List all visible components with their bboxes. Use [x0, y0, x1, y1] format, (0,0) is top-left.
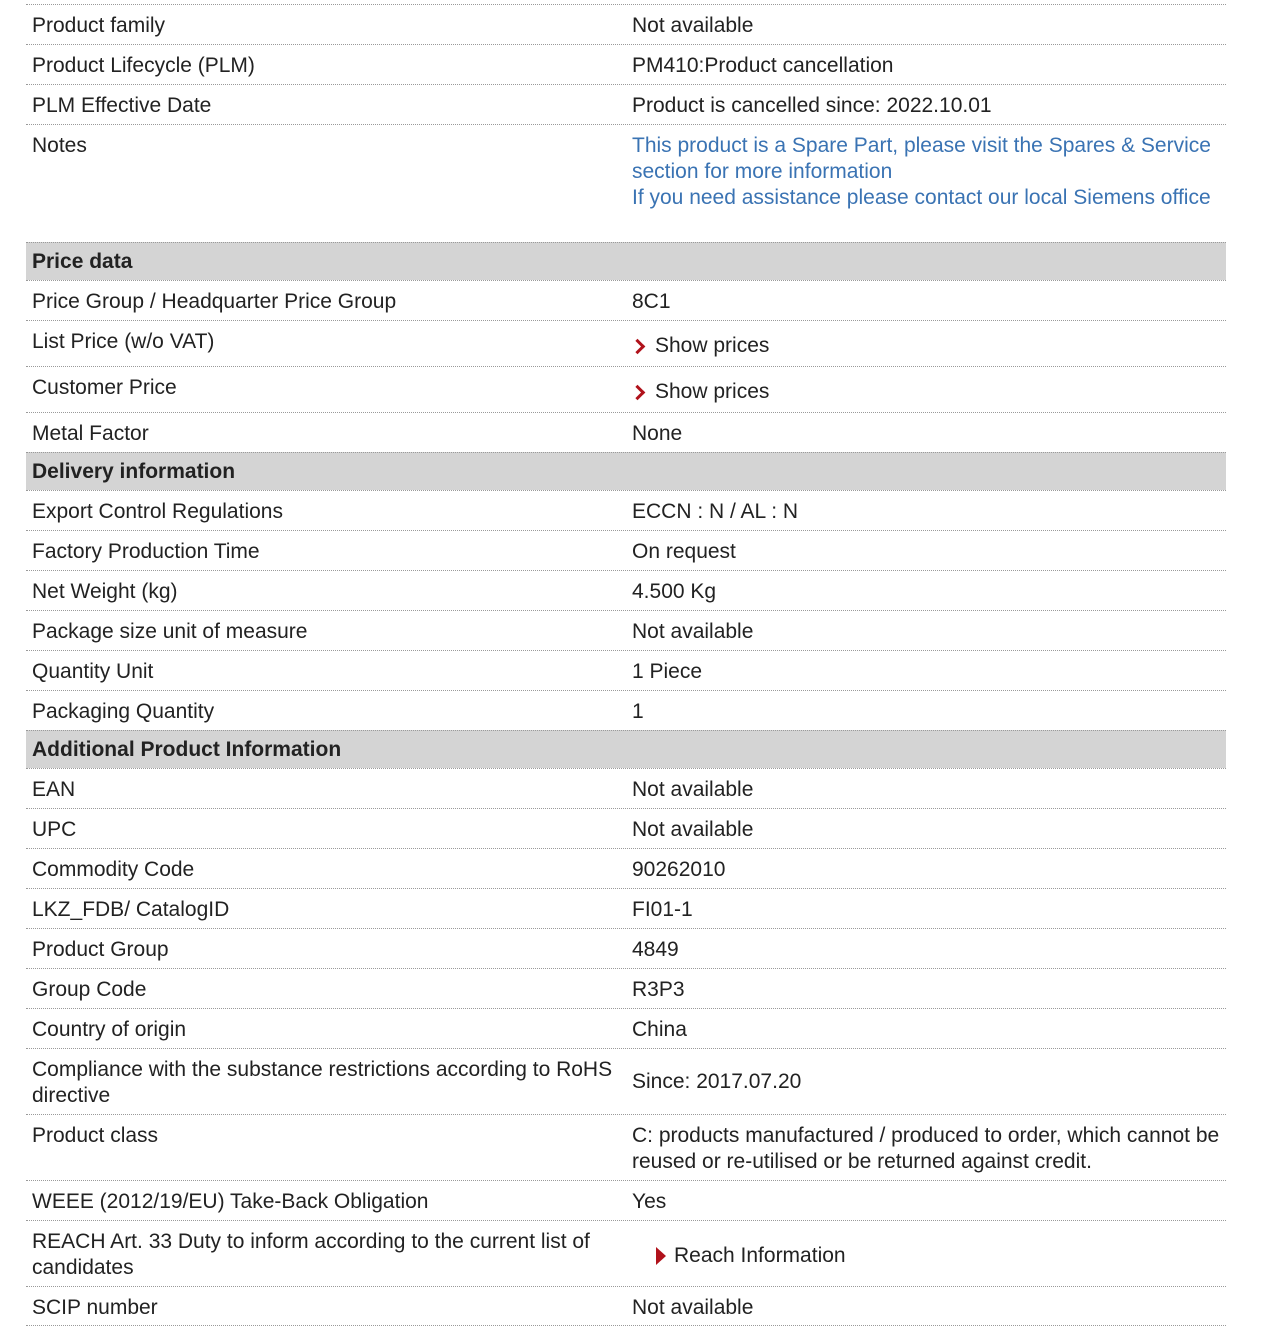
factory-time-value: On request — [632, 540, 736, 563]
price-group-label: Price Group / Headquarter Price Group — [32, 290, 397, 313]
list-price-show-prices-text[interactable]: Show prices — [655, 334, 770, 357]
section-price-data: Price data — [26, 242, 1226, 280]
row-price-group — [26, 280, 1226, 320]
triangle-right-icon — [656, 1247, 666, 1265]
upc-label: UPC — [32, 818, 77, 841]
product-class-label: Product class — [32, 1124, 159, 1147]
row-group-code — [26, 968, 1226, 1008]
row-upc — [26, 808, 1226, 848]
list-price-value — [626, 321, 1226, 366]
row-reach — [26, 1220, 1226, 1286]
row-packaging-quantity — [26, 690, 1226, 730]
row-weee — [26, 1180, 1226, 1220]
rohs-label: Compliance with the substance restrictions according to RoHS directive — [32, 1058, 613, 1107]
plm-label: Product Lifecycle (PLM) — [32, 54, 255, 77]
package-size-label: Package size unit of measure — [32, 620, 308, 643]
row-list-price — [26, 320, 1226, 366]
factory-time-label: Factory Production Time — [32, 540, 260, 563]
product-class-value: C: products manufactured / produced to order, which cannot be reused or re-utilised or be returned against credit. — [632, 1124, 1220, 1173]
row-product-class — [26, 1114, 1226, 1180]
section-additional-information: Additional Product Information — [26, 730, 1226, 768]
metal-factor-value: None — [632, 422, 683, 445]
row-catalog-id — [26, 888, 1226, 928]
weee-value: Yes — [632, 1190, 667, 1213]
row-export-control — [26, 490, 1226, 530]
net-weight-label: Net Weight (kg) — [32, 580, 178, 603]
quantity-unit-value: 1 Piece — [632, 660, 703, 683]
weee-label: WEEE (2012/19/EU) Take-Back Obligation — [32, 1190, 429, 1213]
upc-value: Not available — [632, 818, 754, 841]
row-product-family — [26, 4, 1226, 44]
plm-date-value: Product is cancelled since: 2022.10.01 — [632, 94, 992, 117]
row-factory-time — [26, 530, 1226, 570]
quantity-unit-label: Quantity Unit — [32, 660, 154, 683]
packaging-quantity-label: Packaging Quantity — [32, 700, 215, 723]
customer-price-label: Customer Price — [32, 376, 177, 399]
ean-value: Not available — [632, 778, 754, 801]
scip-value: Not available — [632, 1296, 754, 1319]
spare-part-link[interactable]: This product is a Spare Part, please visit the Spares & Service section for more information — [632, 134, 1211, 183]
list-price-show-prices-link[interactable] — [632, 333, 769, 359]
row-plm — [26, 44, 1226, 84]
product-family-value: Not available — [632, 14, 754, 37]
reach-label: REACH Art. 33 Duty to inform according to the current list of candidates — [32, 1230, 590, 1279]
customer-price-value — [626, 367, 1226, 412]
contact-office-link[interactable]: If you need assistance please contact our local Siemens office — [632, 186, 1211, 209]
country-origin-label: Country of origin — [32, 1018, 187, 1041]
chevron-right-icon — [630, 338, 646, 354]
catalog-id-label: LKZ_FDB/ CatalogID — [32, 898, 230, 921]
reach-information-text[interactable]: Reach Information — [674, 1243, 846, 1267]
scip-label: SCIP number — [32, 1296, 158, 1319]
packaging-quantity-value: 1 — [632, 700, 644, 723]
product-group-value: 4849 — [632, 938, 679, 961]
customer-price-show-prices-text[interactable]: Show prices — [655, 380, 770, 403]
rohs-value: Since: 2017.07.20 — [632, 1069, 802, 1093]
row-rohs — [26, 1048, 1226, 1114]
section-delivery-information: Delivery information — [26, 452, 1226, 490]
row-commodity-code — [26, 848, 1226, 888]
row-net-weight — [26, 570, 1226, 610]
commodity-code-value: 90262010 — [632, 858, 726, 881]
row-quantity-unit — [26, 650, 1226, 690]
reach-information-link[interactable] — [632, 1243, 846, 1269]
list-price-label: List Price (w/o VAT) — [32, 330, 215, 353]
row-metal-factor — [26, 412, 1226, 452]
row-customer-price — [26, 366, 1226, 412]
commodity-code-label: Commodity Code — [32, 858, 195, 881]
product-group-label: Product Group — [32, 938, 169, 961]
country-origin-value: China — [632, 1018, 687, 1041]
ean-label: EAN — [32, 778, 76, 801]
row-notes — [26, 124, 1226, 242]
export-control-value: ECCN : N / AL : N — [632, 500, 799, 523]
package-size-value: Not available — [632, 620, 754, 643]
row-ean — [26, 768, 1226, 808]
product-data-table — [26, 4, 1226, 1326]
row-scip — [26, 1286, 1226, 1326]
row-plm-date — [26, 84, 1226, 124]
customer-price-show-prices-link[interactable] — [632, 379, 769, 405]
notes-value — [626, 125, 1226, 242]
reach-value — [626, 1221, 1226, 1286]
chevron-right-icon — [630, 384, 646, 400]
net-weight-value: 4.500 Kg — [632, 580, 717, 603]
export-control-label: Export Control Regulations — [32, 500, 283, 523]
notes-label: Notes — [32, 134, 87, 157]
group-code-value: R3P3 — [632, 978, 685, 1001]
plm-date-label: PLM Effective Date — [32, 94, 212, 117]
plm-value: PM410:Product cancellation — [632, 54, 894, 77]
metal-factor-label: Metal Factor — [32, 422, 149, 445]
row-package-size — [26, 610, 1226, 650]
catalog-id-value: FI01-1 — [632, 898, 693, 921]
product-family-label: Product family — [32, 14, 166, 37]
group-code-label: Group Code — [32, 978, 147, 1001]
price-group-value: 8C1 — [632, 290, 671, 313]
row-product-group — [26, 928, 1226, 968]
row-country-origin — [26, 1008, 1226, 1048]
